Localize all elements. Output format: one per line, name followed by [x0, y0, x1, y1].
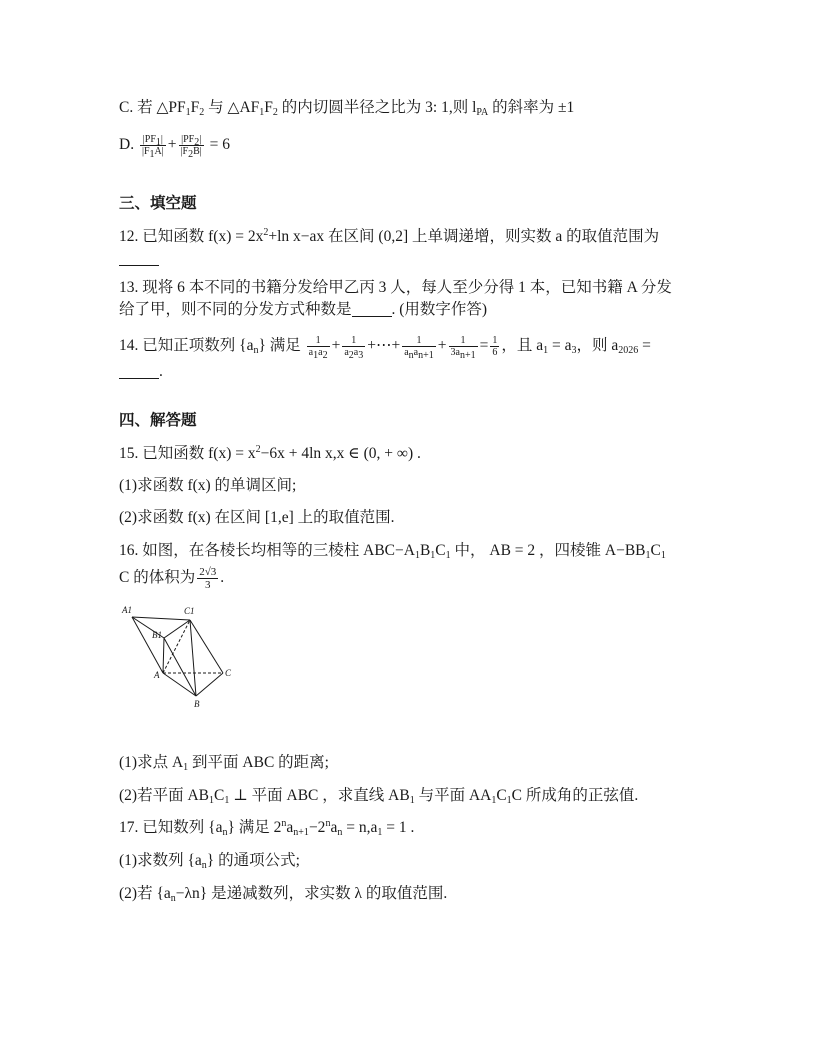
- question-17-part-2: (2)若 $\{a_n-\lambda n\}$ 是递减数列，求实数 λ 的取值范围.: [119, 885, 448, 904]
- edge-a1-c1: [132, 617, 190, 620]
- edge-b1-b: [164, 638, 196, 696]
- section-heading-fill-in: 三、填空题: [119, 194, 197, 212]
- edge-c1-c: [190, 620, 223, 673]
- edge-b-c: [196, 673, 223, 696]
- label-b: B: [194, 699, 200, 709]
- fraction: $\frac{1}{6}$: [492, 335, 498, 358]
- edge-b1-c1: [164, 620, 190, 638]
- question-16-part-1: (1)求点 $A_1$ 到平面 ABC 的距离;: [119, 754, 329, 773]
- edge-c1-b: [190, 620, 196, 696]
- question-12-blank: [119, 249, 159, 269]
- answer-blank: [352, 302, 392, 317]
- label-a1: A1: [122, 605, 132, 615]
- label-c: C: [225, 668, 232, 678]
- question-16: 16. 如图，在各棱长均相等的三棱柱 $ABC-A_1B_1C_1$ 中， AB = 2 ，四棱锥 $A-BB_1C_1$: [119, 542, 666, 561]
- question-15: 15. 已知函数 $f(x) = x^2-6x + 4\ln$ x,x ∈ (0, + ∞) .: [119, 444, 421, 462]
- answer-blank: [119, 364, 159, 379]
- question-17-part-1: (1)求数列 $\{a_n\}$ 的通项公式;: [119, 852, 300, 871]
- question-16-cont: C 的体积为 $\frac{2√3}{3}$ .: [119, 566, 225, 591]
- fraction: $\frac{|PF_1|}{|F_1A|}$: [141, 134, 164, 160]
- section-heading-answer: 四、解答题: [119, 411, 197, 429]
- edge-a1-a: [132, 617, 163, 673]
- question-16-part-2: (2)若平面 $AB_1C_1$ ⊥ 平面 ABC ，求直线 $AB_1$ 与平面 $AA_1C_1C$ 所成角的正弦值.: [119, 787, 639, 806]
- fraction: $\frac{2√3}{3}$: [199, 566, 217, 591]
- fraction: $\frac{1}{3a_{n+1}}$: [450, 335, 476, 361]
- option-c: C. 若 $\triangle PF_1F_2$ 与 $\triangle AF_1F_2$ 的内切圆半径之比为 3: 1,则 $l_{PA}$ 的斜率为 ±1: [119, 99, 575, 118]
- question-15-part-1: (1)求函数 f(x) 的单调区间;: [119, 477, 297, 494]
- question-13: 13. 现将 6 本不同的书籍分发给甲乙丙 3 人，每人至少分得 1 本，已知书籍 A 分发: [119, 279, 672, 296]
- question-13-cont: 给了甲，则不同的分发方式种数是 . (用数字作答): [119, 301, 488, 318]
- label-b1: B1: [152, 630, 162, 640]
- edge-a-b: [163, 673, 196, 696]
- fraction: $\frac{1}{a_2a_3}$: [344, 335, 364, 361]
- edge-b1-a: [163, 638, 164, 673]
- question-14: 14. 已知正项数列 $\{a_n\}$ 满足 $\frac{1}{a_1a_2}$ + $\frac{1}{a_2a_3}$ +⋯+ $\frac{1}{a_na_{n+1}}$ + $\frac{1}{3a_{n+1}}$ = $\frac{1}{6}$ ，且 $a_1 = a_3$，则 $a_{2026}$ =: [119, 335, 651, 361]
- fraction: $\frac{|PF_2|}{|F_2B|}$: [180, 134, 202, 160]
- question-15-part-2: (2)求函数 f(x) 在区间 [1,e] 上的取值范围.: [119, 509, 395, 526]
- answer-blank: [119, 251, 159, 266]
- prism-figure: [120, 600, 240, 712]
- question-12: 12. 已知函数 $f(x) = 2x^2+\ln$ x−ax 在区间 (0,2] 上单调递增，则实数 a 的取值范围为: [119, 227, 660, 245]
- question-17: 17. 已知数列 $\{a_n\}$ 满足 $2^na_{n+1}-2^na_n = n,a_1 = 1$ .: [119, 818, 415, 838]
- fraction: $\frac{1}{a_na_{n+1}}$: [404, 335, 434, 361]
- label-c1: C1: [184, 606, 195, 616]
- edge-a-c1-hidden: [163, 620, 190, 673]
- option-d: D. $\frac{|PF_1|}{|F_1A|}$ + $\frac{|PF_2|}{|F_2B|}$ = 6: [119, 134, 231, 160]
- label-a: A: [154, 670, 160, 680]
- question-14-blank: .: [119, 362, 163, 382]
- fraction: $\frac{1}{a_1a_2}$: [308, 335, 328, 361]
- option-c-text: C. 若: [119, 99, 157, 116]
